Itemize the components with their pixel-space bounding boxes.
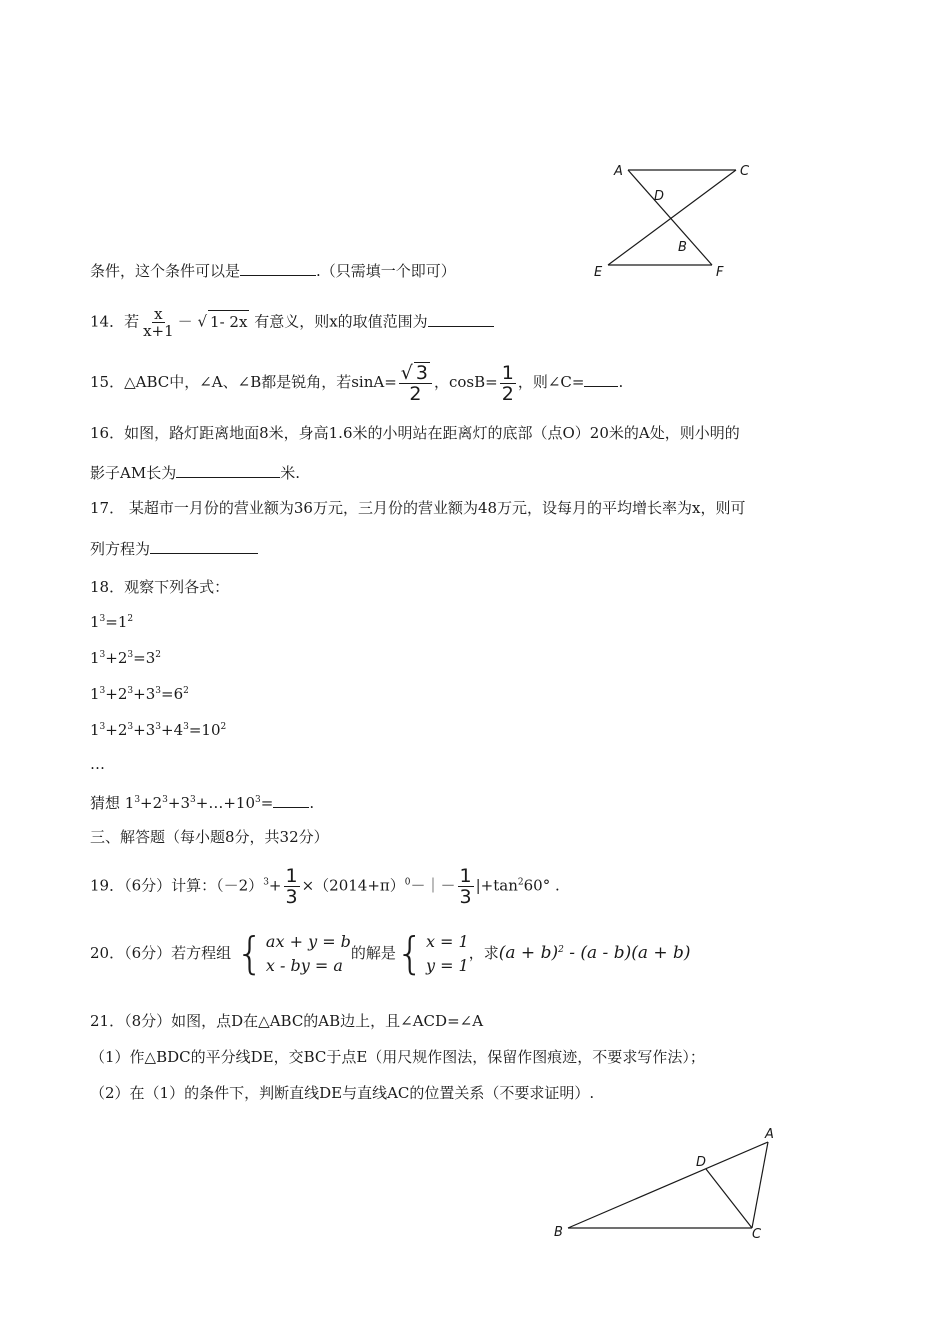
label-a: A (614, 164, 623, 179)
segment-ce (608, 170, 736, 265)
question-19: 19．（6分）计算：$(-2)^3+$ $\frac{1}{3}$ $\times(2014+\pi)^0-|-$ $\frac{1}{3}$ $|+\tan^260^\circ$ . (90, 865, 560, 908)
brace-icon: { (395, 928, 424, 979)
question-21-part2: （2）在（1）的条件下，判断直线DE与直线AC的位置关系（不要求证明）. (90, 1084, 595, 1102)
brace-icon: { (235, 928, 264, 979)
question-13-line: 条件，这个条件可以是 .（只需填一个即可） (90, 259, 456, 282)
sqrt-icon: √ (197, 312, 208, 331)
segment-af (628, 170, 712, 265)
question-17-line1: 17． 某超市一月份的营业额为36万元，三月份的营业额为48万元，设每月的平均增长率为x，则可 (90, 499, 746, 517)
label-d: D (696, 1155, 707, 1170)
segment-ba (568, 1142, 768, 1228)
label-f: F (716, 265, 724, 280)
question-17-line2: 列方程为 (90, 537, 258, 560)
segment-dc (706, 1169, 752, 1228)
label-a: A (765, 1127, 774, 1142)
equation-1: $1^3=1^2$ (90, 613, 134, 631)
answer-blank-18[interactable] (273, 791, 309, 808)
fraction-1-over-2: $\frac{1}{2}$ (501, 361, 514, 405)
guess-line: 猜想 $1^3+2^3+3^3+\dots+10^3=$ . (90, 791, 314, 814)
figure-q21 (548, 1124, 788, 1244)
equation-3: $1^3+2^3+3^3=6^2$ (90, 685, 189, 703)
question-16-line2: 影子AM长为 米. (90, 461, 300, 484)
fraction-1-over-3-b: $\frac{1}{3}$ (459, 865, 472, 908)
label-b: B (678, 240, 687, 255)
answer-blank-17[interactable] (150, 537, 258, 554)
answer-blank-14[interactable] (428, 310, 494, 327)
fraction-x-over-x-plus-1: $\frac{x}{x+1}$ (143, 305, 174, 340)
expression: $(a + b)^2 - (a - b)(a + b)$ (498, 943, 691, 963)
fraction-1-over-3-a: $\frac{1}{3}$ (285, 865, 298, 908)
solution-system: { x = 1 y = 1 (395, 928, 469, 979)
equation-4: $1^3+2^3+3^3+4^3=10^2$ (90, 721, 227, 739)
question-14: 14．若 $\frac{x}{x+1}$ － √ 1- 2x 有意义，则x的取值范围为 (90, 306, 494, 339)
ellipsis: … (90, 755, 105, 773)
answer-blank-16[interactable] (176, 461, 280, 478)
question-16-line1: 16．如图，路灯距离地面8米，身高1.6米的小明站在距离灯的底部（点O）20米的A处，则小明的 (90, 424, 740, 442)
question-21-part1: （1）作△BDC的平分线DE，交BC于点E（用尺规作图法，保留作图痕迹，不要求写作法）； (90, 1048, 705, 1066)
question-21-line1: 21．（8分）如图，点D在△ABC的AB边上，且∠ACD=∠A (90, 1012, 484, 1030)
answer-blank-15[interactable] (584, 370, 618, 387)
label-d: D (654, 189, 665, 204)
fraction-sqrt3-over-2: $\frac{√ 3}{2}$ (399, 362, 432, 404)
label-c: C (740, 164, 750, 179)
figure-q13 (588, 158, 758, 284)
equation-system: { ax + y = b x - by = a (235, 928, 351, 979)
question-18-title: 18．观察下列各式： (90, 578, 230, 596)
segment-ac (752, 1142, 768, 1228)
label-c: C (752, 1227, 762, 1242)
answer-blank-13[interactable] (240, 259, 316, 276)
label-b: B (554, 1225, 563, 1240)
question-15: 15．△ABC中，∠A、∠B都是锐角，若sinA= $\frac{√ 3}{2}$ ，cosB= $\frac{1}{2}$ ，则∠C= . (90, 361, 624, 405)
question-20: 20．（6分）若方程组 { ax + y = b x - by = a 的解是 { x = 1 y = 1 ，求$(a + b)^2 - (a - b)(a + b)$ (90, 928, 691, 979)
sqrt-icon: √ (400, 362, 413, 384)
equation-2: $1^3+2^3=3^2$ (90, 649, 161, 667)
label-e: E (594, 265, 603, 280)
section-3-heading: 三、解答题（每小题8分，共32分） (90, 828, 329, 846)
